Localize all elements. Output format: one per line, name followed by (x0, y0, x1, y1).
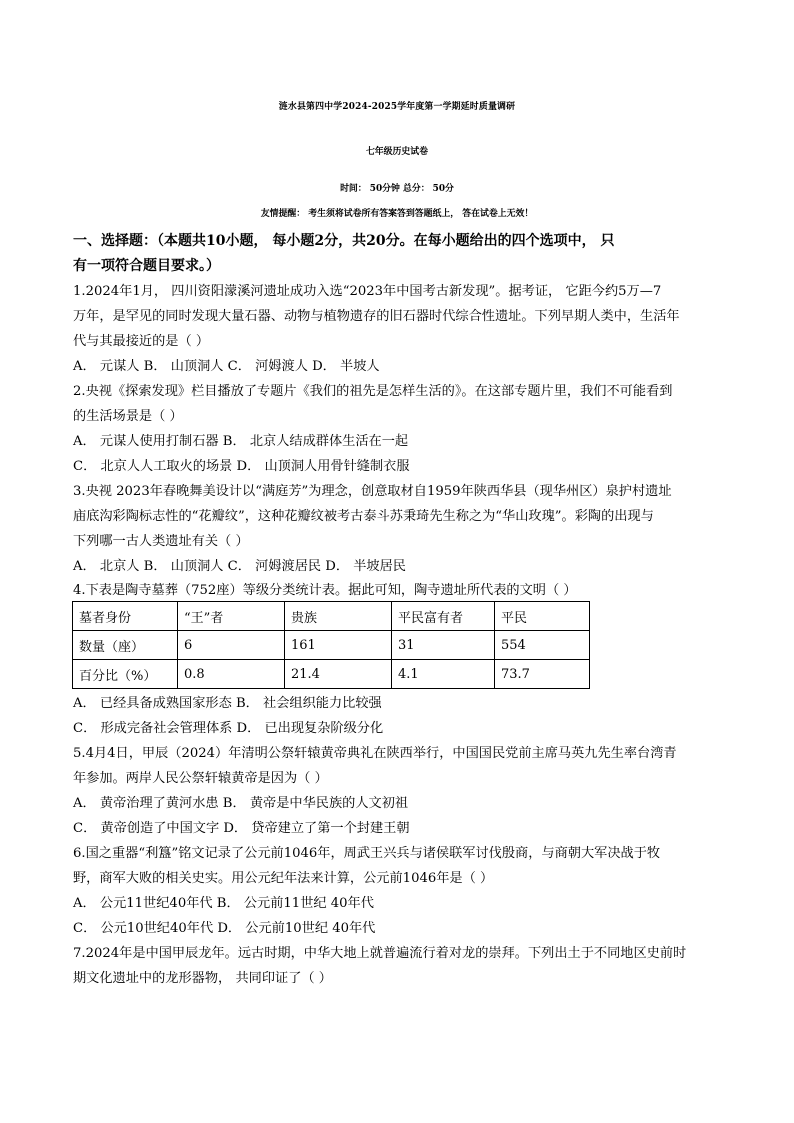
question-2-options-row-1: A． 元谋人使用打制石器 B． 北京人结成群体生活在一起 (73, 434, 409, 449)
question-3-line-1: 3.央视 2023年春晚舞美设计以“满庭芳”为理念，创意取材自1959年陕西华县（现华州区）泉护村遗址 (73, 484, 672, 499)
question-4-options-row-2: C． 形成完备社会管理体系 D． 已出现复杂阶级分化 (73, 721, 384, 736)
table-cell: 73.7 (495, 660, 590, 689)
table-cell: 百分比（%） (73, 660, 178, 689)
table-header-cell: 平民富有者 (392, 602, 495, 631)
exam-subtitle: 七年级历史试卷 (365, 147, 429, 157)
section-heading-line-2: 有一项符合题目要求。） (73, 258, 220, 274)
question-2-options-row-2: C． 北京人人工取火的场景 D． 山顶洞人用骨针缝制衣服 (73, 459, 410, 474)
question-1-line-2: 万年，是罕见的同时发现大量石器、动物与植物遗存的旧石器时代综合性遗址。下列早期人类中，生活年 (73, 309, 680, 324)
table-cell: 161 (285, 631, 392, 660)
question-3-options: A． 北京人 B． 山顶洞人 C． 河姆渡居民 D． 半坡居民 (73, 559, 406, 574)
table-header-cell: 贵族 (285, 602, 392, 631)
table-header-cell: “王”者 (178, 602, 285, 631)
exam-title: 涟水县第四中学2024-2025学年度第一学期延时质量调研 (278, 102, 516, 112)
table-cell: 21.4 (285, 660, 392, 689)
question-6-options-row-2: C． 公元10世纪40年代 D． 公元前10世纪 40年代 (73, 921, 376, 936)
question-2-line-2: 的生活场景是（ ） (73, 409, 183, 424)
question-6-options-row-1: A． 公元11世纪40年代 B． 公元前11世纪 40年代 (73, 896, 374, 911)
question-1-line-3: 代与其最接近的是（ ） (73, 334, 210, 349)
question-5-options-row-2: C． 黄帝创造了中国文字 D． 贷帝建立了第一个封建王朝 (73, 821, 410, 836)
table-row (73, 660, 590, 689)
question-4-stem: 4.下表是陶寺墓葬（752座）等级分类统计表。据此可知，陶寺遗址所代表的文明（ ） (73, 583, 577, 598)
table-header-cell: 平民 (495, 602, 590, 631)
question-7-line-1: 7.2024年是中国甲辰龙年。远古时期，中华大地上就普遍流行着对龙的崇拜。下列出土于不同地区史前时 (73, 946, 687, 961)
table-header-cell: 墓者身份 (73, 602, 178, 631)
table-row (73, 631, 590, 660)
question-5-line-2: 年参加。两岸人民公祭轩辕黄帝是因为（ ） (73, 771, 328, 786)
question-5-line-1: 5.4月4日，甲辰（2024）年清明公祭轩辕黄帝典礼在陕西举行，中国国民党前主席马英九先生率台湾青 (73, 746, 677, 761)
question-3-line-3: 下列哪一古人类遗址有关（ ） (73, 534, 249, 549)
question-5-options-row-1: A． 黄帝治理了黄河水患 B． 黄帝是中华民族的人文初祖 (73, 796, 409, 811)
question-1-options: A． 元谋人 B． 山顶洞人 C． 河姆渡人 D． 半坡人 (73, 359, 380, 374)
question-6-line-1: 6.国之重器“利簋”铭文记录了公元前1046年，周武王兴兵与诸侯联军讨伐殷商，与商朝大军决战于牧 (73, 846, 661, 861)
question-6-line-2: 野，商军大败的相关史实。用公元纪年法来计算，公元前1046年是（ ） (73, 871, 494, 886)
section-heading-line-1: 一、选择题：（本题共10小题， 每小题2分，共20分。在每小题给出的四个选项中， 只 (73, 233, 615, 249)
table-header-row (73, 602, 590, 631)
question-1-line-1: 1.2024年1月， 四川资阳濛溪河遗址成功入选“2023年中国考古新发现”。据考证， 它距今约5万—7 (73, 284, 662, 299)
table-cell: 31 (392, 631, 495, 660)
time-score-line: 时间： 50分钟 总分： 50分 (340, 184, 454, 194)
reminder-line: 友情提醒： 考生须将试卷所有答案答到答题纸上， 答在试卷上无效！ (260, 209, 534, 219)
table-cell: 554 (495, 631, 590, 660)
table-cell: 数量（座） (73, 631, 178, 660)
table-cell: 6 (178, 631, 285, 660)
question-2-line-1: 2.央视《探索发现》栏目播放了专题片《我们的祖先是怎样生活的》。在这部专题片里，我们不可能看到 (73, 384, 673, 399)
question-3-line-2: 庙底沟彩陶标志性的“花瓣纹”，这种花瓣纹被考古泰斗苏秉琦先生称之为“华山玫瑰”。彩陶的出现与 (73, 509, 654, 524)
table-cell: 0.8 (178, 660, 285, 689)
table-cell: 4.1 (392, 660, 495, 689)
question-7-line-2: 期文化遗址中的龙形器物， 共同印证了（ ） (73, 971, 332, 986)
question-4-options-row-1: A． 已经具备成熟国家形态 B． 社会组织能力比较强 (73, 696, 382, 711)
tomb-statistics-table (72, 601, 590, 689)
